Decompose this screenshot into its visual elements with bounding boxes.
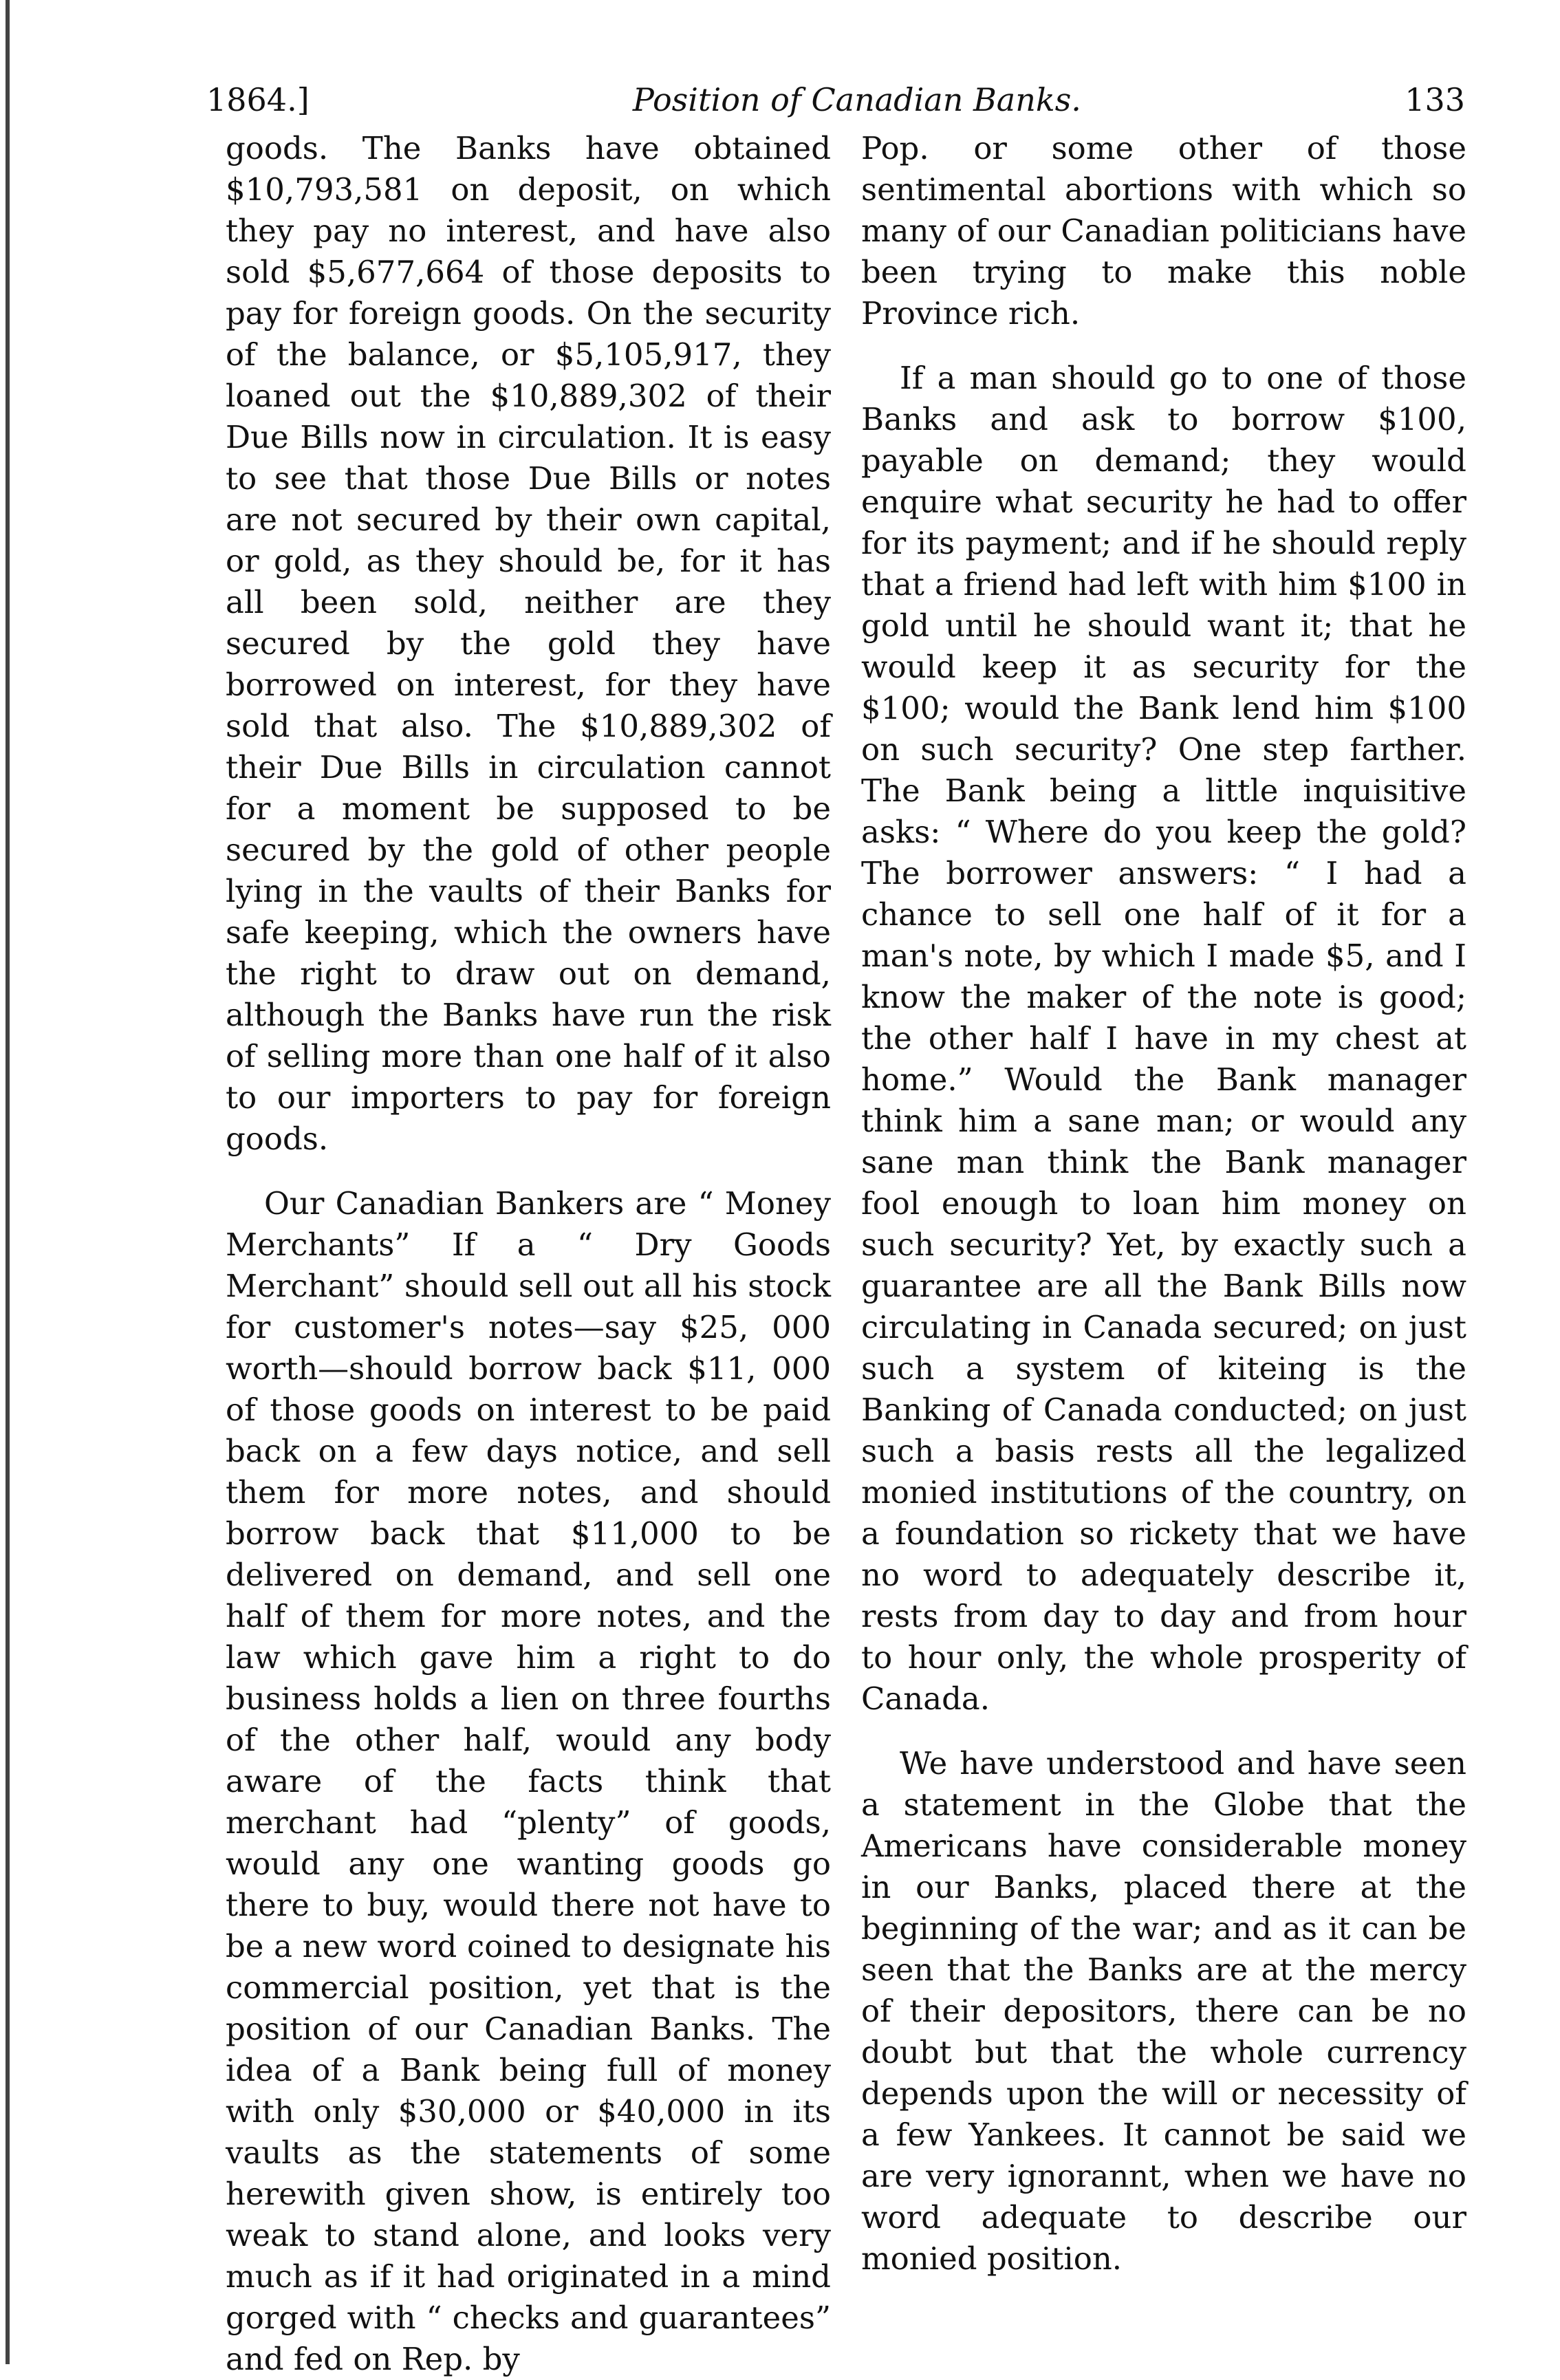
paragraph: Pop. or some other of those sentimental abortions with which so many of our Canadian politicians have been trying to make this noble Province rich.	[861, 130, 1466, 332]
page-edge-line	[6, 0, 10, 2364]
header-year: 1864.]	[206, 81, 310, 118]
paragraph: We have understood and have seen a statement in the Globe that the Americans have considerable money in our Banks, placed there at the beginning of the war; and as it can be seen that the Banks are at the mercy of their depositors, there can be no doubt but that the whole currency depends upon the will or necessity of a few Yankees. It cannot be said we are very ignorannt, when we have no word adequate to describe our monied position.	[861, 1745, 1466, 2277]
paragraph: Our Canadian Bankers are “ Money Merchants” If a “ Dry Goods Merchant” should sell out all his stock for customer's notes—say $25, 000 worth—should borrow back $11, 000 of those goods on interest to be paid back on a few days notice, and sell them for more notes, and should borrow back that $11,000 to be delivered on demand, and sell one half of them for more notes, and the law which gave him a right to do business holds a lien on three fourths of the other half, would any body aware of the facts think that merchant had “plenty” of goods, would any one wanting goods go there to buy, would there not have to be a new word coined to designate his commercial position, yet that is the position of our Canadian Banks. The idea of a Bank being full of money with only $30,000 or $40,000 in its vaults as the statements of some herewith given show, is entirely too weak to stand alone, and looks very much as if it had originated in a mind gorged with “ checks and guarantees” and fed on Rep. by	[226, 1185, 831, 2377]
page-number: 133	[1405, 81, 1465, 118]
paragraph: If a man should go to one of those Banks and ask to borrow $100, payable on demand; they would enquire what security he had to offer for its payment; and if he should reply that a friend had left with him $100 in gold until he should want it; that he would keep it as security for the $100; would the Bank lend him $100 on such security? One step farther. The Bank being a little inquisitive asks: “ Where do you keep the gold? The borrower answers: “ I had a chance to sell one half of it for a man's note, by which I made $5, and I know the maker of the note is good; the other half I have in my chest at home.” Would the Bank manager think him a sane man; or would any sane man think the Bank manager fool enough to loan him money on such security? Yet, by exactly such a guarantee are all the Bank Bills now circulating in Canada secured; on just such a system of kiteing is the Banking of Canada conducted; on just such a basis rests all the legalized monied institutions of the country, on a foundation so rickety that we have no word to adequately describe it, rests from day to day and from hour to hour only, the whole prosperity of Canada.	[861, 360, 1466, 1717]
left-column	[226, 128, 831, 2380]
paragraph: goods. The Banks have obtained $10,793,581 on deposit, on which they pay no interest, and have also sold $5,677,664 of those deposits to pay for foreign goods. On the security of the balance, or $5,105,917, they loaned out the $10,889,302 of their Due Bills now in circulation. It is easy to see that those Due Bills or notes are not secured by their own capital, or gold, as they should be, for it has all been sold, neither are they secured by the gold they have borrowed on interest, for they have sold that also. The $10,889,302 of their Due Bills in circulation cannot for a moment be supposed to be secured by the gold of other people lying in the vaults of their Banks for safe keeping, which the owners have the right to draw out on demand, although the Banks have run the risk of selling more than one half of it also to our importers to pay for foreign goods.	[226, 130, 831, 1157]
right-column	[861, 128, 1466, 2280]
header-title: Position of Canadian Banks.	[632, 81, 1081, 118]
